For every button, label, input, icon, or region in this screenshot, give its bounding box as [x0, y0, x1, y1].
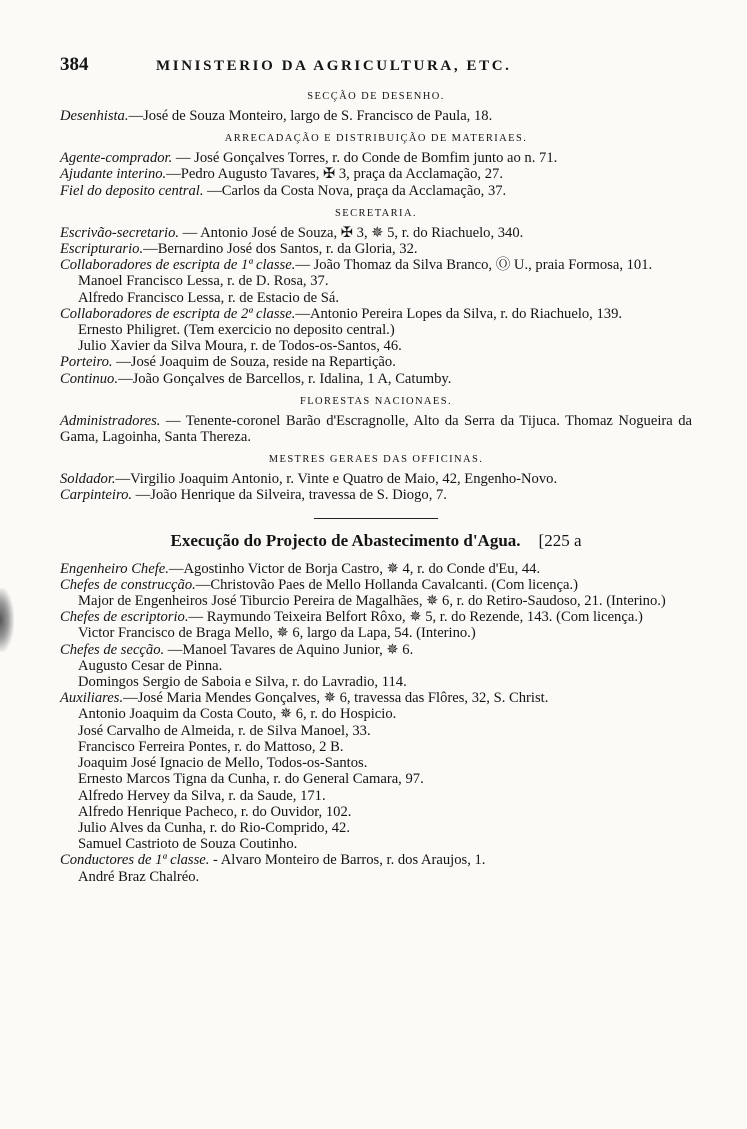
entry — [60, 257, 692, 273]
page-header — [60, 54, 692, 82]
entry-text: —José de Souza Monteiro, largo de S. Francisco de Paula, 18. — [128, 108, 493, 124]
entry — [60, 577, 692, 593]
entry — [60, 354, 692, 370]
sub-entry: André Braz Chalréo. — [78, 868, 200, 885]
entry-label: Chefes de secção. — [60, 641, 165, 658]
entry — [60, 241, 692, 257]
document-page — [60, 54, 692, 885]
entry-text: —João Henrique da Silveira, travessa de S. Diogo, 7. — [132, 487, 447, 504]
entry — [60, 108, 692, 124]
entry-label: Conductores de 1ª classe. — [60, 852, 210, 869]
entry-text: —José Maria Mendes Gonçalves, ✵ 6, travessa das Flôres, 32, S. Christ. — [123, 690, 549, 707]
entry-text: — João Thomaz da Silva Branco, Ⓞ U., praia Formosa, 101. — [295, 257, 653, 274]
execucao-ref: [225 a — [538, 530, 582, 550]
sub-entry: Samuel Castrioto de Souza Coutinho. — [78, 836, 298, 853]
execucao-heading — [60, 531, 692, 551]
sub-entry: Julio Alves da Cunha, r. do Rio-Comprido, 42. — [78, 819, 351, 836]
section-heading: SECÇÃO DE DESENHO. — [307, 91, 445, 102]
entry-text: —Manoel Tavares de Aquino Junior, ✵ 6. — [164, 641, 414, 658]
sub-entry: Julio Xavier da Silva Moura, r. de Todos-os-Santos, 46. — [78, 338, 402, 355]
entry — [60, 561, 692, 577]
entry-text: —Carlos da Costa Nova, praça da Acclamação, 37. — [203, 182, 507, 199]
entry-label: Administradores. — [60, 412, 161, 429]
section-heading: MESTRES GERAES DAS OFFICINAS. — [268, 454, 484, 466]
section-heading: ARRECADAÇÃO E DISTRIBUIÇÃO DE MATERIAES. — [224, 133, 528, 145]
sub-entry: Francisco Ferreira Pontes, r. do Mattoso, 2 B. — [78, 738, 344, 755]
entry-label: Soldador. — [60, 471, 116, 488]
entry — [60, 225, 692, 241]
sub-entry: Domingos Sergio de Saboia e Silva, r. do Lavradio, 114. — [78, 674, 407, 691]
entry-label: Escripturario. — [60, 241, 144, 258]
entry-text: —Agostinho Victor de Borja Castro, ✵ 4, r. do Conde d'Eu, 44. — [168, 560, 541, 577]
execucao-entries — [60, 561, 692, 885]
entry-label: Auxiliares. — [60, 690, 124, 707]
sub-entry: Ernesto Philigret. (Tem exercicio no deposito central.) — [78, 322, 395, 339]
entry-label: Chefes de construcção. — [60, 576, 196, 593]
entry-label: Porteiro. — [60, 354, 113, 371]
entry-label: Escrivão-secretario. — [60, 224, 180, 241]
entry — [60, 852, 692, 868]
sections-container — [60, 91, 692, 504]
sub-entry: Alfredo Henrique Pacheco, r. do Ouvidor, 102. — [78, 803, 352, 820]
entry-label: Chefes de escriptorio. — [60, 609, 189, 626]
section-heading: FLORESTAS NACIONAES. — [299, 395, 452, 407]
entry-label: Fiel do deposito central. — [60, 182, 204, 199]
entry — [60, 413, 692, 445]
entry-text: —Virgilio Joaquim Antonio, r. Vinte e Quatro de Maio, 42, Engenho-Novo. — [115, 471, 558, 488]
page-edge-blot — [0, 588, 14, 652]
entry-text: —José Joaquim de Souza, reside na Repartição. — [112, 354, 396, 371]
entry — [60, 371, 692, 387]
section-divider — [314, 518, 438, 519]
sub-entry: Victor Francisco de Braga Mello, ✵ 6, largo da Lapa, 54. (Interino.) — [78, 625, 476, 642]
sub-entry: Joaquim José Ignacio de Mello, Todos-os-Santos. — [78, 755, 368, 772]
entry-text: — Antonio José de Souza, ✠ 3, ✵ 5, r. do Riachuelo, 340. — [179, 224, 524, 241]
entry-text: —Christovão Paes de Mello Hollanda Cavalcanti. (Com licença.) — [195, 576, 578, 593]
entry — [60, 609, 692, 625]
entry-text: —João Gonçalves de Barcellos, r. Idalina, 1 A, Catumby. — [117, 370, 452, 387]
page-number: 384 — [60, 54, 89, 75]
entry — [60, 487, 692, 503]
sub-entry: Alfredo Francisco Lessa, r. de Estacio de Sá. — [78, 289, 339, 306]
entry-text: — Raymundo Teixeira Belfort Rôxo, ✵ 5, r. do Rezende, 143. (Com licença.) — [188, 609, 643, 626]
entry-label: Desenhista. — [60, 108, 129, 124]
entry — [60, 150, 692, 166]
execucao-title: Execução do Projecto de Abastecimento d'Agua. — [170, 530, 521, 550]
section-heading: SECRETARIA. — [335, 207, 417, 219]
running-title: MINISTERIO DA AGRICULTURA, ETC. — [156, 58, 512, 74]
sub-entry: José Carvalho de Almeida, r. de Silva Manoel, 33. — [78, 722, 371, 739]
sub-entry: Ernesto Marcos Tigna da Cunha, r. do General Camara, 97. — [78, 771, 424, 788]
sub-entry: Manoel Francisco Lessa, r. de D. Rosa, 37. — [78, 273, 329, 290]
sub-entry: Augusto Cesar de Pinna. — [78, 657, 223, 674]
entry-label: Agente-comprador. — [60, 150, 173, 167]
entry-label: Engenheiro Chefe. — [60, 560, 169, 577]
entry-text: - Alvaro Monteiro de Barros, r. dos Araujos, 1. — [209, 852, 486, 869]
entry — [60, 642, 692, 658]
entry — [60, 306, 692, 322]
sub-entry: Antonio Joaquim da Costa Couto, ✵ 6, r. do Hospicio. — [78, 706, 397, 723]
entry — [60, 166, 692, 182]
entry — [60, 690, 692, 706]
entry-label: Carpinteiro. — [60, 487, 133, 504]
entry-text: —Pedro Augusto Tavares, ✠ 3, praça da Acclamação, 27. — [166, 166, 503, 183]
entry-label: Ajudante interino. — [60, 166, 167, 183]
entry — [60, 471, 692, 487]
entry — [60, 183, 692, 199]
entry-label: Continuo. — [60, 370, 118, 387]
entry-text: — José Gonçalves Torres, r. do Conde de Bomfim junto ao n. 71. — [172, 150, 558, 167]
entry-label: Collaboradores de escripta de 1ª classe. — [60, 257, 296, 274]
entry-text: —Bernardino José dos Santos, r. da Gloria, 32. — [143, 241, 418, 258]
entry-text: —Antonio Pereira Lopes da Silva, r. do Riachuelo, 139. — [295, 305, 623, 322]
sub-entry: Alfredo Hervey da Silva, r. da Saude, 171. — [78, 787, 326, 804]
entry-label: Collaboradores de escripta de 2ª classe. — [60, 305, 296, 322]
entry-text: — Tenente-coronel Barão d'Escragnolle, Alto da Serra da Tijuca. Thomaz Nogueira da Gama, Lagoinha, Santa Thereza. — [60, 412, 692, 446]
sub-entry: Major de Engenheiros José Tiburcio Pereira de Magalhães, ✵ 6, r. do Retiro-Saudoso, 21. (Interino.) — [78, 593, 666, 610]
